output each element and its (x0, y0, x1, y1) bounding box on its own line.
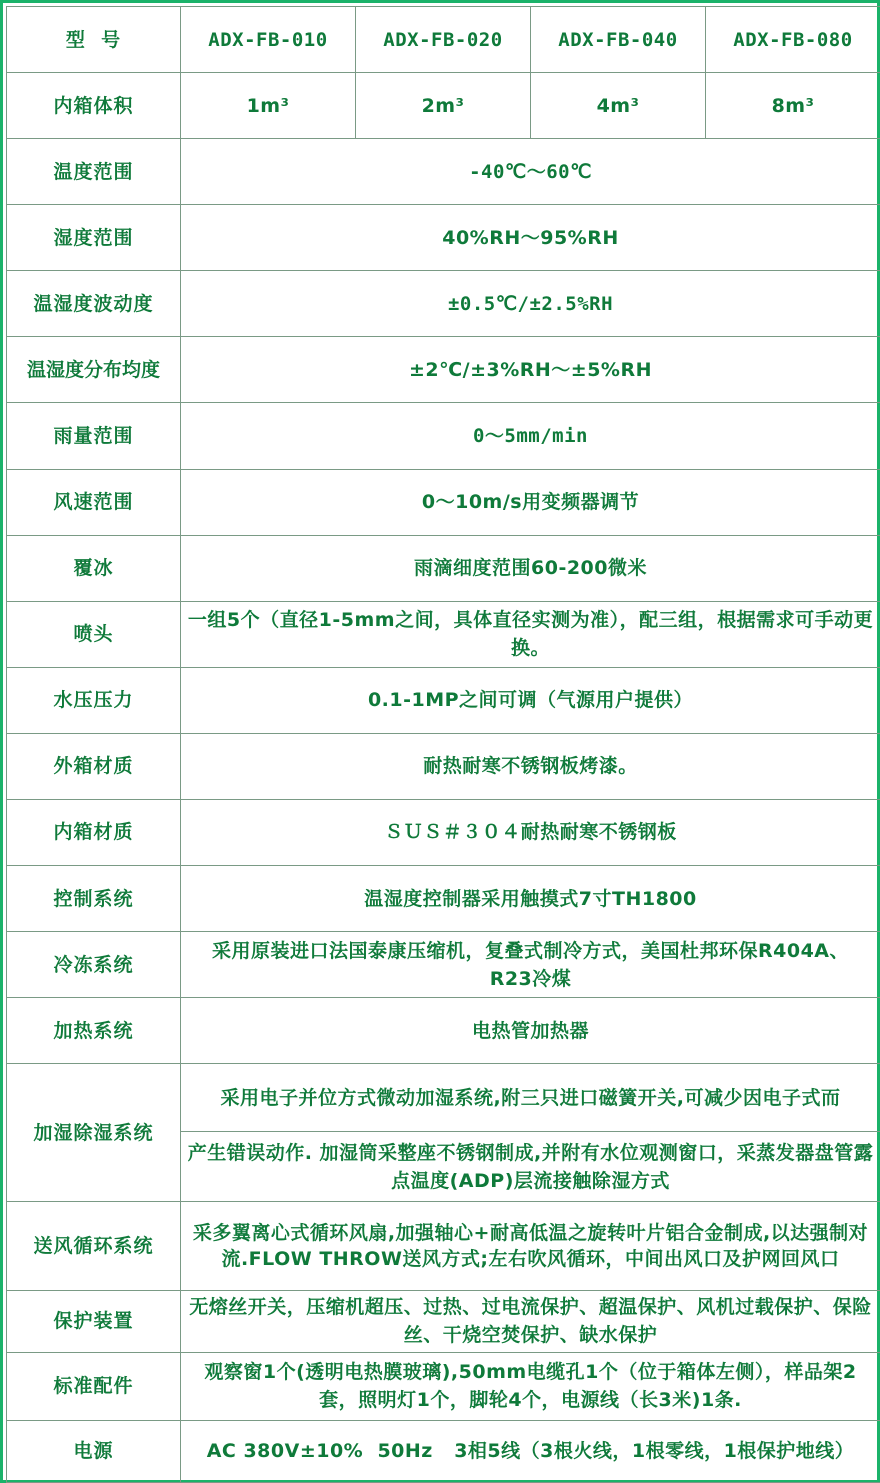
table-row (7, 1352, 880, 1420)
row-label: 加湿除湿系统 (7, 1064, 181, 1202)
row-label: 保护装置 (7, 1290, 181, 1352)
row-value: 电热管加热器 (181, 998, 880, 1064)
row-value: 观察窗1个(透明电热膜玻璃),50mm电缆孔1个（位于箱体左侧），样品架2套，照明灯1个，脚轮4个，电源线（长3米)1条. (181, 1352, 880, 1420)
row-label: 温度范围 (7, 139, 181, 205)
model-label: 型 号 (7, 7, 181, 73)
row-label: 电源 (7, 1420, 181, 1482)
row-value: 0～5mm/min (181, 403, 880, 469)
spec-table (6, 6, 880, 1483)
row-value: 0～10m/s用变频器调节 (181, 469, 880, 535)
table-row (7, 403, 880, 469)
row-label: 雨量范围 (7, 403, 181, 469)
row-label: 温湿度波动度 (7, 271, 181, 337)
table-row (7, 1420, 880, 1482)
row-value: ±0.5℃/±2.5%RH (181, 271, 880, 337)
volume-cell: 1m³ (181, 73, 356, 139)
table-row (7, 667, 880, 733)
row-value: 温湿度控制器采用触摸式7寸TH1800 (181, 866, 880, 932)
table-row (7, 205, 880, 271)
table-row (7, 1290, 880, 1352)
row-label: 控制系统 (7, 866, 181, 932)
row-value: 0.1-1MP之间可调（气源用户提供） (181, 667, 880, 733)
row-value: ＳＵＳ＃３０４耐热耐寒不锈钢板 (181, 799, 880, 865)
table-row (7, 601, 880, 667)
row-value: -40℃～60℃ (181, 139, 880, 205)
row-value: 采多翼离心式循环风扇,加强轴心+耐高低温之旋转叶片铝合金制成,以达强制对流.FLOW THROW送风方式;左右吹风循环，中间出风口及护网回风口 (181, 1202, 880, 1290)
volume-label: 内箱体积 (7, 73, 181, 139)
volume-cell: 8m³ (706, 73, 880, 139)
table-row (7, 733, 880, 799)
row-label: 送风循环系统 (7, 1202, 181, 1290)
row-value: 耐热耐寒不锈钢板烤漆。 (181, 733, 880, 799)
row-value: ±2℃/±3%RH～±5%RH (181, 337, 880, 403)
volume-cell: 2m³ (356, 73, 531, 139)
row-value: 雨滴细度范围60-200微米 (181, 535, 880, 601)
table-row (7, 469, 880, 535)
row-value: 采用电子并位方式微动加湿系统,附三只进口磁簧开关,可减少因电子式而 (181, 1064, 880, 1132)
row-label: 加热系统 (7, 998, 181, 1064)
row-label: 湿度范围 (7, 205, 181, 271)
table-row (7, 271, 880, 337)
table-row-model (7, 7, 880, 73)
table-row (7, 139, 880, 205)
row-label: 风速范围 (7, 469, 181, 535)
table-row-humid (7, 1064, 880, 1132)
volume-cell: 4m³ (531, 73, 706, 139)
row-label: 温湿度分布均度 (7, 337, 181, 403)
table-row (7, 866, 880, 932)
table-row (7, 337, 880, 403)
row-label: 内箱材质 (7, 799, 181, 865)
row-label: 冷冻系统 (7, 932, 181, 998)
row-value: 采用原装进口法国泰康压缩机，复叠式制冷方式，美国杜邦环保R404A、R23冷煤 (181, 932, 880, 998)
model-cell: ADX-FB-010 (181, 7, 356, 73)
row-value: 无熔丝开关，压缩机超压、过热、过电流保护、超温保护、风机过载保护、保险丝、干烧空焚保护、缺水保护 (181, 1290, 880, 1352)
table-row (7, 535, 880, 601)
row-label: 外箱材质 (7, 733, 181, 799)
table-row (7, 1202, 880, 1290)
table-row (7, 799, 880, 865)
row-label: 标准配件 (7, 1352, 181, 1420)
row-label: 喷头 (7, 601, 181, 667)
table-row-volume (7, 73, 880, 139)
row-value: 产生错误动作. 加湿筒采整座不锈钢制成,并附有水位观测窗口，采蒸发器盘管露点温度(ADP)层流接触除湿方式 (181, 1132, 880, 1202)
row-value: 一组5个（直径1-5mm之间，具体直径实测为准），配三组，根据需求可手动更换。 (181, 601, 880, 667)
row-value: AC 380V±10% 50Hz 3相5线（3根火线，1根零线，1根保护地线） (181, 1420, 880, 1482)
row-label: 水压压力 (7, 667, 181, 733)
model-cell: ADX-FB-020 (356, 7, 531, 73)
table-row (7, 998, 880, 1064)
model-cell: ADX-FB-040 (531, 7, 706, 73)
table-row (7, 932, 880, 998)
row-label: 覆冰 (7, 535, 181, 601)
model-cell: ADX-FB-080 (706, 7, 880, 73)
row-value: 40%RH～95%RH (181, 205, 880, 271)
